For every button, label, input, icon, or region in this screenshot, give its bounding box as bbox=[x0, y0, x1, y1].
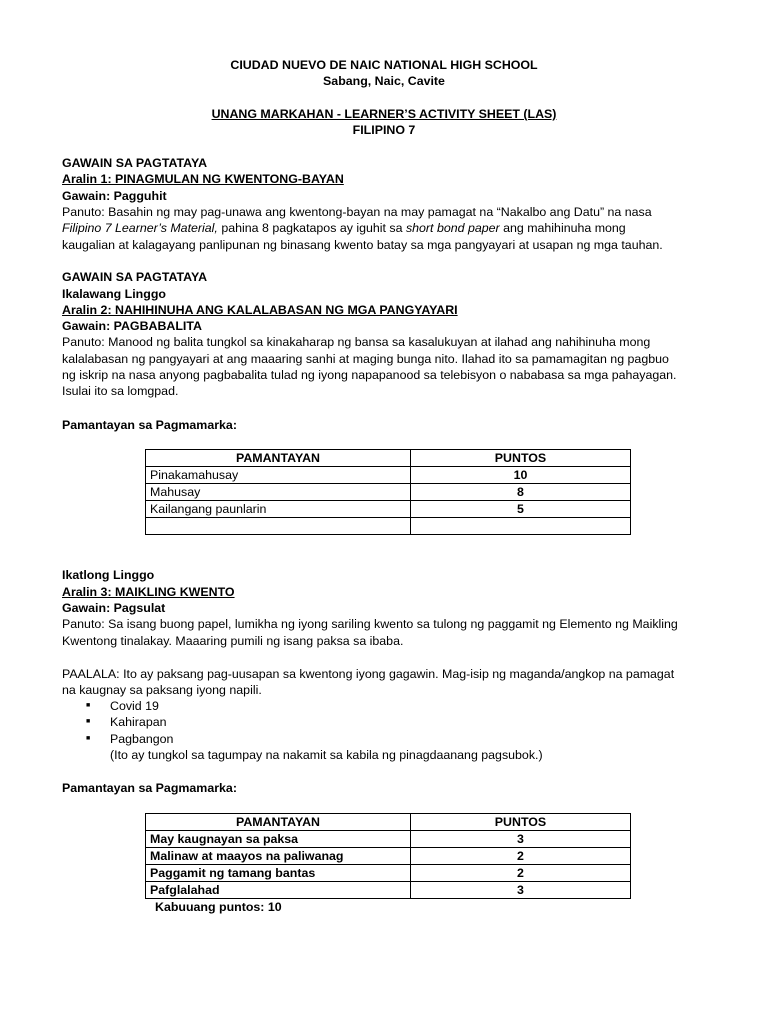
section3-note-line: na kaugnay sa paksang iyong napili. bbox=[62, 683, 262, 697]
topic-item: Kahirapan bbox=[110, 715, 167, 729]
points-cell: 2 bbox=[411, 848, 631, 865]
subject-title: FILIPINO 7 bbox=[352, 123, 416, 137]
section2-rubric-label: Pamantayan sa Pagmamarka: bbox=[62, 418, 237, 432]
section3-lesson: Aralin 3: MAIKLING KWENTO bbox=[62, 585, 235, 599]
section1-heading: GAWAIN SA PAGTATAYA bbox=[62, 156, 208, 170]
section1-instruction-line-2 bbox=[62, 220, 626, 236]
points-header: PUNTOS bbox=[411, 814, 631, 831]
instruction-text: ang mahihinuha mong bbox=[499, 221, 626, 235]
topic-item: Pagbangon bbox=[110, 732, 174, 746]
section3-activity: Gawain: Pagsulat bbox=[62, 601, 166, 615]
section2-activity: Gawain: PAGBABALITA bbox=[62, 319, 202, 333]
criteria-cell: Pafglalahad bbox=[146, 882, 411, 899]
criteria-cell bbox=[146, 518, 411, 535]
section1-lesson: Aralin 1: PINAGMULAN NG KWENTONG-BAYAN bbox=[62, 172, 344, 186]
points-header: PUNTOS bbox=[411, 450, 631, 467]
material-title: Filipino 7 Learner’s Material, bbox=[62, 221, 218, 235]
points-cell: 3 bbox=[411, 882, 631, 899]
section2-instruction-line: Panuto: Manood ng balita tungkol sa kinakaharap ng bansa sa kasalukuyan at ilahad ang nahihinuha mong bbox=[62, 335, 651, 349]
points-cell: 5 bbox=[411, 501, 631, 518]
section3-rubric-table bbox=[145, 813, 631, 899]
table-header-row bbox=[146, 814, 631, 831]
section2-lesson: Aralin 2: NAHIHINUHA ANG KALALABASAN NG MGA PANGYAYARI bbox=[62, 303, 458, 317]
section3-week: Ikatlong Linggo bbox=[62, 568, 155, 582]
table-header-row bbox=[146, 450, 631, 467]
criteria-cell: Pinakamahusay bbox=[146, 467, 411, 484]
table-row bbox=[146, 518, 631, 535]
points-cell: 3 bbox=[411, 831, 631, 848]
criteria-cell: May kaugnayan sa paksa bbox=[146, 831, 411, 848]
total-points: Kabuuang puntos: 10 bbox=[155, 900, 282, 914]
sheet-title: UNANG MARKAHAN - LEARNER’S ACTIVITY SHEET (LAS) bbox=[211, 107, 557, 121]
criteria-cell: Mahusay bbox=[146, 484, 411, 501]
table-row bbox=[146, 865, 631, 882]
paper-type: short bond paper bbox=[405, 221, 500, 235]
section1-activity: Gawain: Pagguhit bbox=[62, 189, 167, 203]
criteria-header: PAMANTAYAN bbox=[146, 814, 411, 831]
table-row bbox=[146, 882, 631, 899]
bullet-square-icon: ■ bbox=[86, 702, 91, 709]
points-cell: 10 bbox=[411, 467, 631, 484]
topic-item: Covid 19 bbox=[110, 699, 159, 713]
school-name: CIUDAD NUEVO DE NAIC NATIONAL HIGH SCHOOL bbox=[230, 58, 538, 72]
section2-instruction-line: ng iskrip na nasa anyong pagbabalita tulad ng iyong napapanood sa telebisyon o nababasa sa mga pahayagan. bbox=[62, 368, 677, 382]
section2-rubric-table bbox=[145, 449, 631, 535]
points-cell: 2 bbox=[411, 865, 631, 882]
points-cell: 8 bbox=[411, 484, 631, 501]
section1-instruction-line-3: kaugalian at kalagayang panlipunan ng binasang kwento batay sa mga pangyayari at usapan ng mga tauhan. bbox=[62, 238, 663, 252]
section3-note-line: PAALALA: Ito ay paksang pag-uusapan sa kwentong iyong gagawin. Mag-isip ng maganda/angkop na pamagat bbox=[62, 667, 675, 681]
criteria-cell: Paggamit ng tamang bantas bbox=[146, 865, 411, 882]
section3-rubric-label: Pamantayan sa Pagmamarka: bbox=[62, 781, 237, 795]
table-row bbox=[146, 831, 631, 848]
table-row bbox=[146, 484, 631, 501]
section2-instruction-line: kalalabasan ng pangyayari at ang maaaring sanhi at maging bunga nito. Ilahad ito sa pamamagitan ng pagbuo bbox=[62, 352, 669, 366]
criteria-cell: Kailangang paunlarin bbox=[146, 501, 411, 518]
table-row bbox=[146, 501, 631, 518]
table-row bbox=[146, 848, 631, 865]
topic-note: (Ito ay tungkol sa tagumpay na nakamit sa kabila ng pinagdaanang pagsubok.) bbox=[110, 748, 543, 762]
section2-week: Ikalawang Linggo bbox=[62, 287, 166, 301]
table-row bbox=[146, 467, 631, 484]
points-cell bbox=[411, 518, 631, 535]
instruction-text: pahina 8 pagkatapos ay iguhit sa bbox=[217, 221, 406, 235]
criteria-header: PAMANTAYAN bbox=[146, 450, 411, 467]
section3-instruction-line: Kwentong tinalakay. Maaaring pumili ng isang paksa sa ibaba. bbox=[62, 634, 404, 648]
section2-heading: GAWAIN SA PAGTATAYA bbox=[62, 270, 208, 284]
criteria-cell: Malinaw at maayos na paliwanag bbox=[146, 848, 411, 865]
section2-instruction-line: Isulai ito sa lomgpad. bbox=[62, 384, 179, 398]
section3-instruction-line: Panuto: Sa isang buong papel, lumikha ng iyong sariling kwento sa tulong ng paggamit ng Elemento ng Maikling bbox=[62, 617, 678, 631]
section1-instruction-line-1: Panuto: Basahin ng may pag-unawa ang kwentong-bayan na may pamagat na “Nakalbo ang Datu” na nasa bbox=[62, 205, 652, 219]
school-address: Sabang, Naic, Cavite bbox=[323, 74, 445, 88]
bullet-square-icon: ■ bbox=[86, 718, 91, 725]
bullet-square-icon: ■ bbox=[86, 735, 91, 742]
